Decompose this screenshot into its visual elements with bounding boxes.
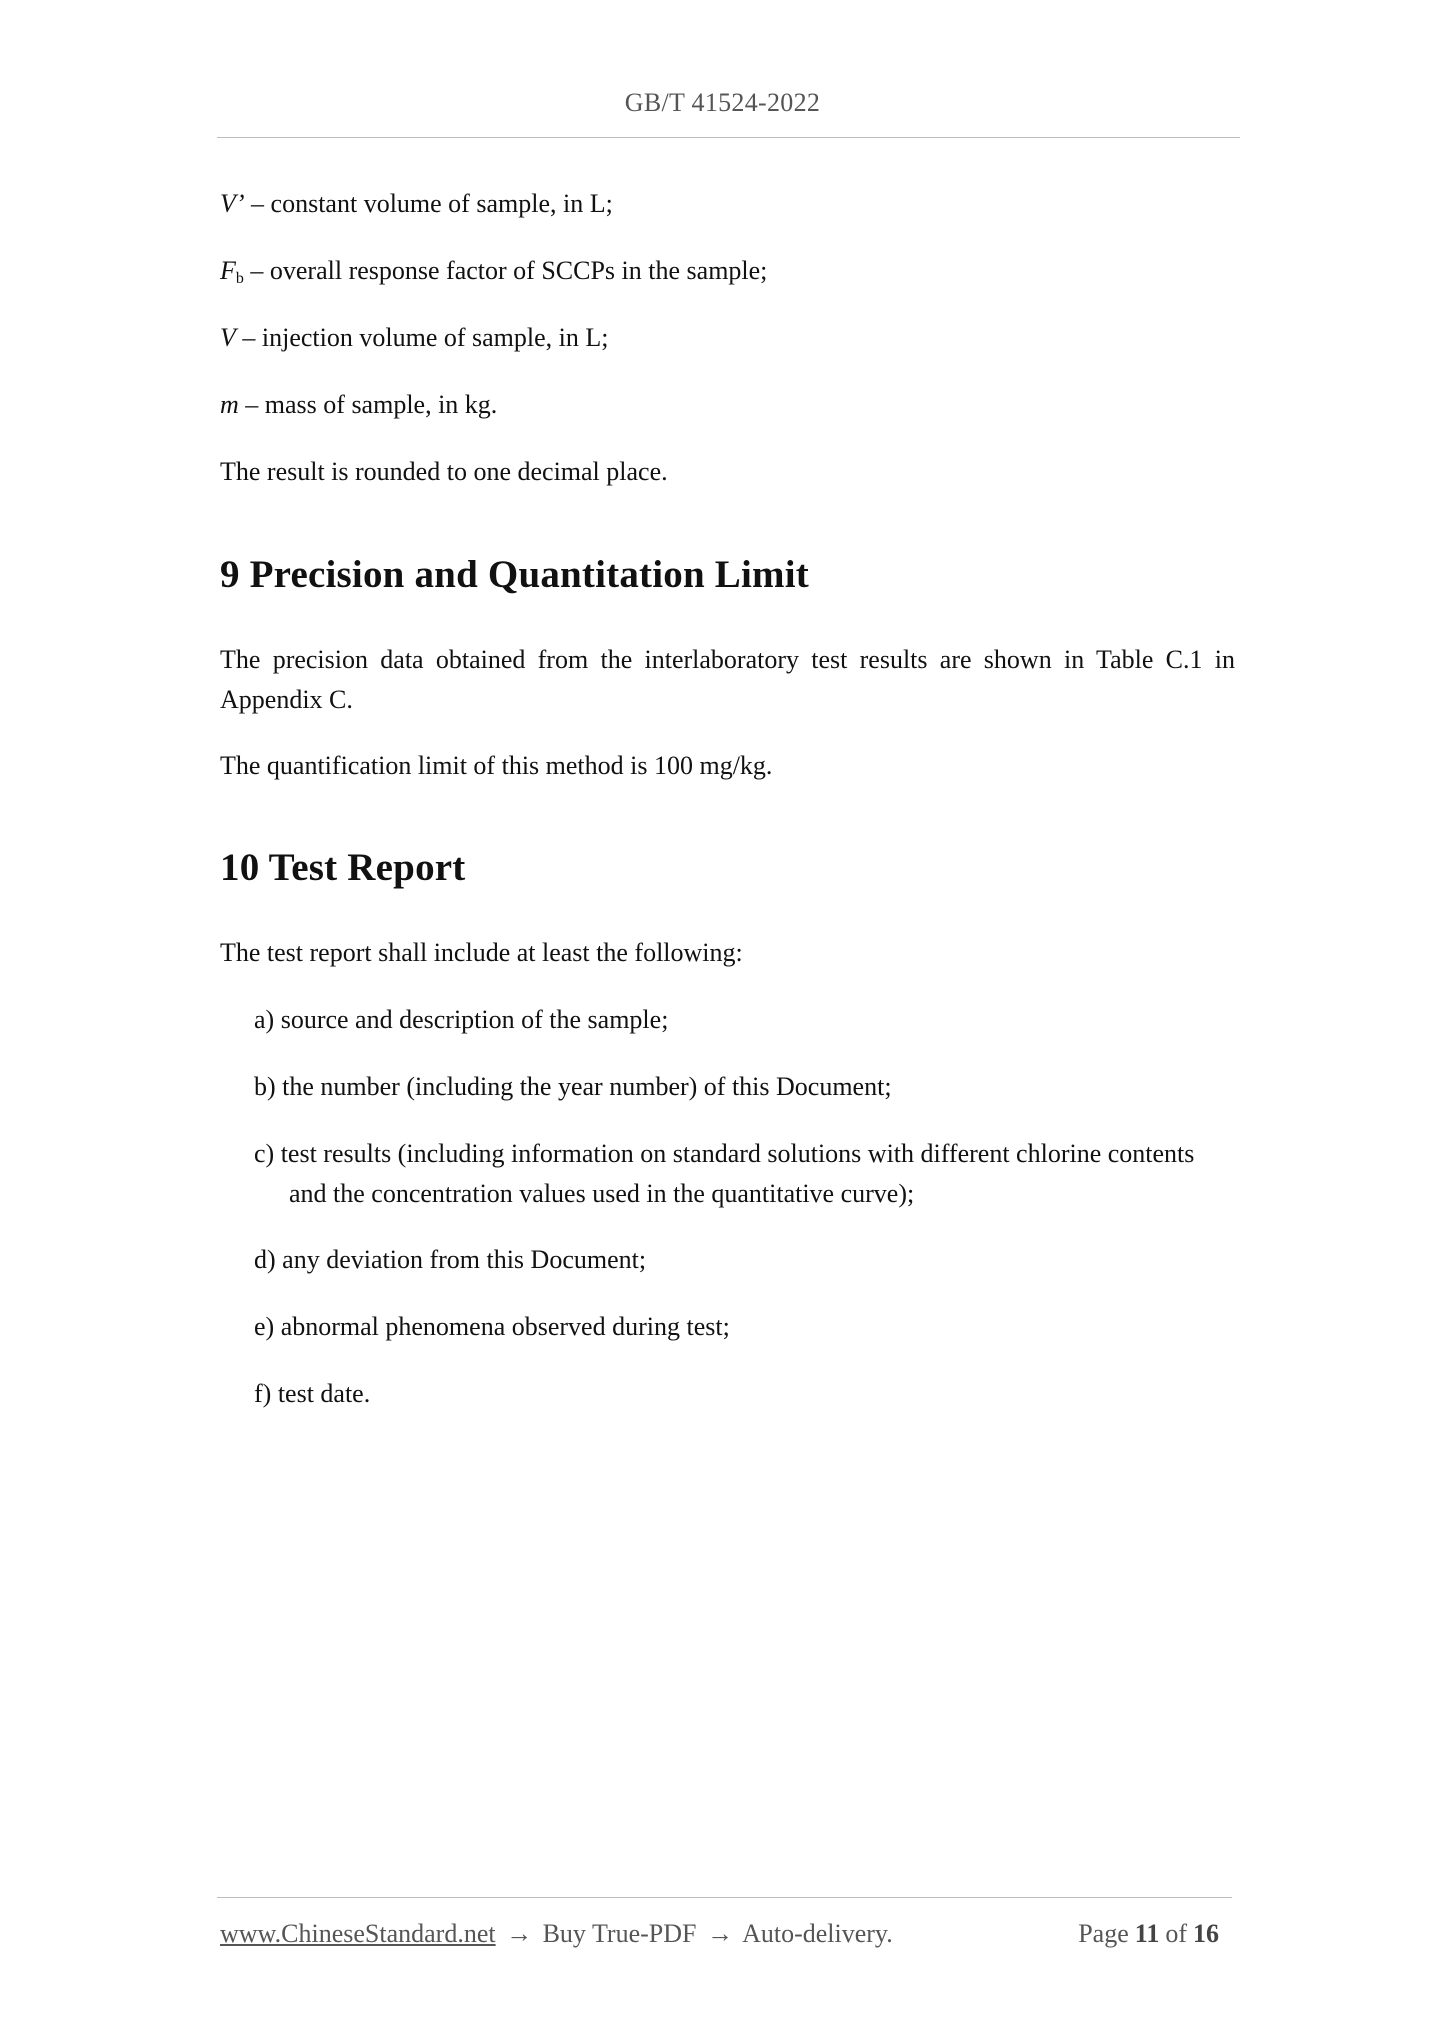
arrow-right-icon: →	[707, 1919, 733, 1948]
list-item: a) source and description of the sample;	[254, 1005, 669, 1034]
definition-v	[220, 318, 609, 358]
total-pages: 16	[1193, 1919, 1219, 1948]
definition-text: – mass of sample, in kg.	[238, 390, 498, 419]
list-item: f) test date.	[254, 1379, 371, 1408]
definition-m	[220, 385, 497, 425]
symbol: m	[220, 390, 239, 419]
section-9-paragraph-2: The quantification limit of this method is 100 mg/kg.	[220, 751, 773, 780]
section-10-heading: 10 Test Report	[220, 846, 466, 889]
page-number	[1078, 1914, 1225, 1954]
arrow-right-icon: →	[506, 1919, 533, 1948]
definition-text: – overall response factor of SCCPs in the sample;	[243, 256, 768, 285]
symbol: V’	[220, 189, 245, 218]
definition-fb	[220, 251, 767, 291]
section-10-intro: The test report shall include at least the following:	[220, 938, 743, 967]
definition-text: – injection volume of sample, in L;	[235, 323, 609, 352]
buy-true-pdf-text: Buy True-PDF	[542, 1919, 697, 1948]
symbol: V	[220, 323, 236, 352]
rounding-note: The result is rounded to one decimal place.	[220, 457, 668, 486]
document-id-header: GB/T 41524-2022	[624, 88, 821, 117]
header-divider	[217, 137, 1240, 138]
list-item: e) abnormal phenomena observed during test;	[254, 1312, 730, 1341]
website-link[interactable]: www.ChineseStandard.net	[220, 1919, 496, 1948]
current-page: 11	[1134, 1919, 1160, 1948]
list-item: d) any deviation from this Document;	[254, 1245, 647, 1274]
list-item: b) the number (including the year number) of this Document;	[254, 1072, 892, 1101]
definition-text: – constant volume of sample, in L;	[244, 189, 613, 218]
symbol: $F_b$	[220, 256, 244, 287]
section-9-paragraph-1: The precision data obtained from the interlaboratory test results are shown in Table C.1 in Appendix C.	[220, 645, 1235, 714]
footer-divider	[217, 1897, 1232, 1898]
list-item: c) test results (including information on standard solutions with different chlorine contents and the concentration values used in the quantitative curve);	[254, 1139, 1195, 1208]
definition-v-prime	[220, 184, 613, 224]
section-9-heading: 9 Precision and Quantitation Limit	[220, 553, 809, 596]
auto-delivery-text: Auto-delivery.	[742, 1919, 893, 1948]
footer-promo	[220, 1914, 893, 1954]
subscript: b	[235, 270, 244, 287]
page-label: Page	[1078, 1919, 1129, 1948]
of-label: of	[1165, 1919, 1187, 1948]
